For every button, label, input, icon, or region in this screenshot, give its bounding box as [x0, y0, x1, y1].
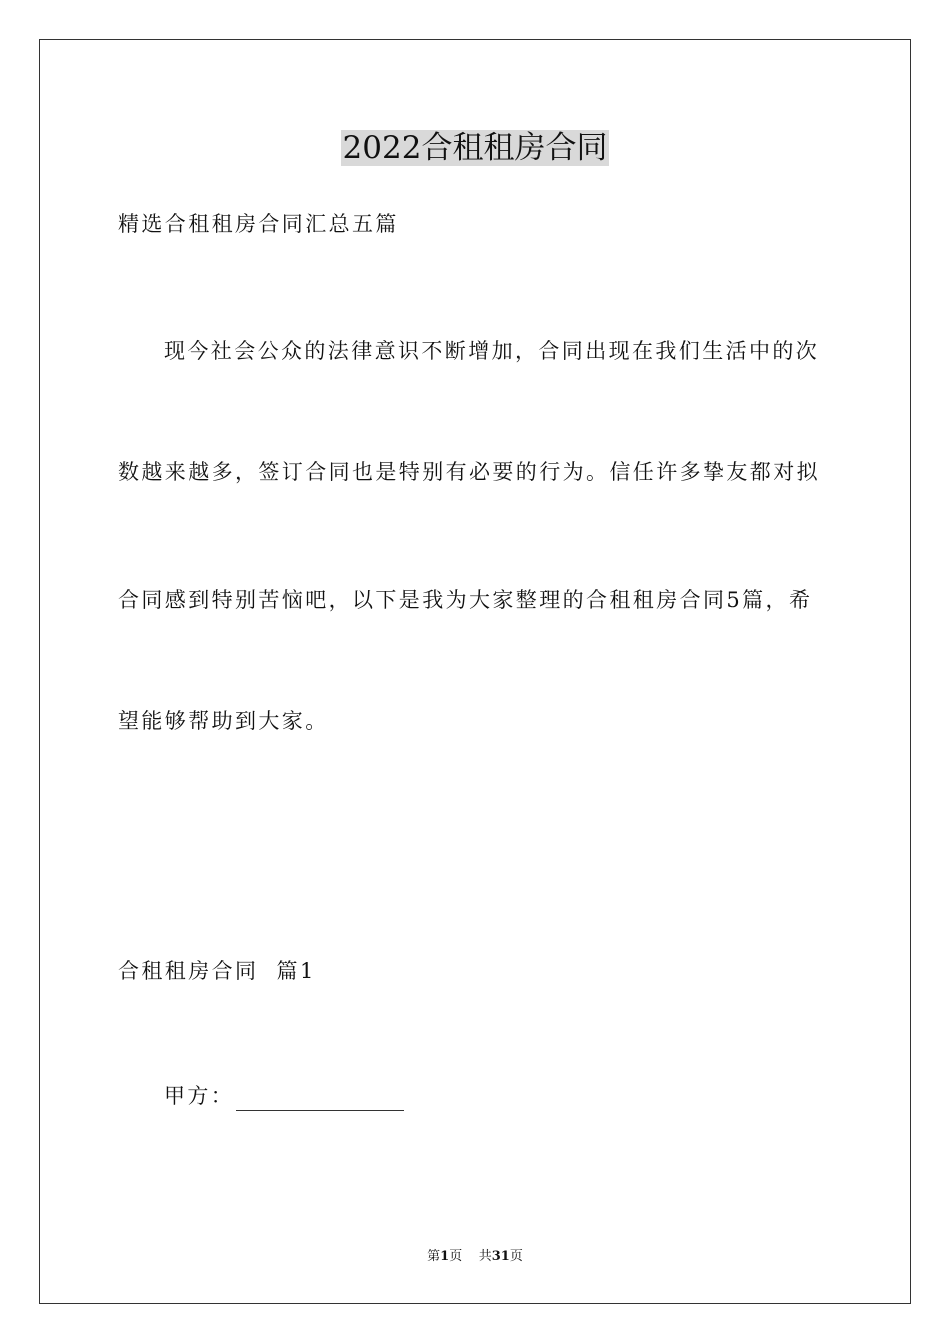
intro-line-4: 望能够帮助到大家。	[118, 709, 329, 733]
footer-total-pages: 31	[491, 1249, 510, 1264]
footer-total-prefix: 共	[478, 1249, 492, 1264]
intro-line-3: 合同感到特别苦恼吧，以下是我为大家整理的合租租房合同5篇，希	[118, 588, 813, 612]
section-heading: 合租租房合同 篇1	[118, 959, 316, 983]
footer-page-suffix: 页	[449, 1249, 463, 1264]
footer-page-prefix: 第	[427, 1249, 441, 1264]
document-title-text: 2022合租租房合同	[342, 130, 608, 166]
party-a-field	[164, 1081, 404, 1111]
document-subtitle: 精选合租租房合同汇总五篇	[118, 212, 399, 236]
footer-total-suffix: 页	[509, 1249, 523, 1264]
page-footer	[0, 1248, 950, 1266]
party-a-blank-line	[236, 1088, 404, 1111]
party-a-label: 甲方：	[164, 1084, 235, 1108]
intro-line-2: 数越来越多，签订合同也是特别有必要的行为。信任许多挚友都对拟	[118, 460, 820, 484]
document-title	[0, 126, 950, 170]
intro-line-1: 现今社会公众的法律意识不断增加，合同出现在我们生活中的次	[164, 339, 820, 363]
footer-page-number: 1	[440, 1249, 450, 1264]
